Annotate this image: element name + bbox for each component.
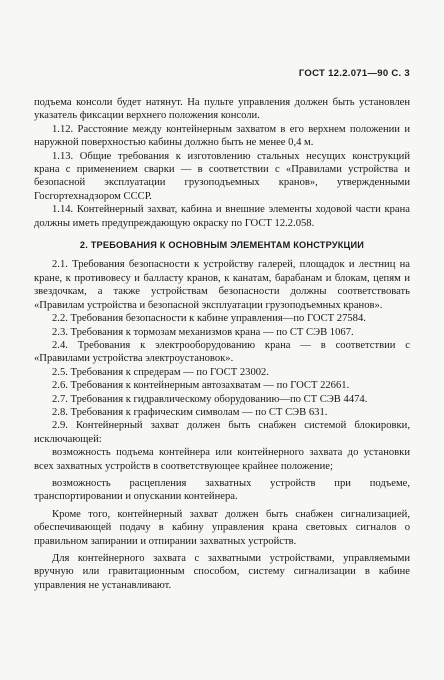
document-body <box>34 96 410 592</box>
section-title: 2. ТРЕБОВАНИЯ К ОСНОВНЫМ ЭЛЕМЕНТАМ КОНСТРУКЦИИ <box>79 240 365 251</box>
paragraph-2-8: 2.8. Требования к графическим символам — по СТ СЭВ 631. <box>52 406 328 418</box>
paragraph-signaling: Кроме того, контейнерный захват должен быть снабжен сигнализацией, обеспечивающей подачу в кабину управления крана световых сигналов о правильном запирании и отпирании захватных устройств. <box>34 508 410 547</box>
paragraph-2-4: 2.4. Требования к электрооборудованию крана — в соответствии с «Правилами устройства электроустановок». <box>34 339 410 365</box>
paragraph-2-2: 2.2. Требования безопасности к кабине управления—по ГОСТ 27584. <box>52 313 366 325</box>
list-item-uncoupling-lock: возможность расцепления захватных устройств при подъеме, транспортировании и опускании контейнера. <box>34 477 410 503</box>
paragraph-2-9: 2.9. Контейнерный захват должен быть снабжен системой блокировки, исключающей: <box>34 420 410 445</box>
paragraph-1-13: 1.13. Общие требования к изготовлению стальных несущих конструкций крана с применением сварки — в соответствии с «Правилами устройства и безопасной эксплуатации грузоподъемных кранов», утвержденными Госгортехнадзором СССР. <box>34 150 410 202</box>
paragraph-1-12: 1.12. Расстояние между контейнерным захватом в его верхнем положении и наружной поверхностью кабины должно быть не менее 0,4 м. <box>34 123 410 149</box>
paragraph-2-7: 2.7. Требования к гидравлическому оборудованию—по СТ СЭВ 4474. <box>52 393 368 405</box>
paragraph-2-5: 2.5. Требования к спредерам — по ГОСТ 23002. <box>52 366 270 378</box>
paragraph-2-1: 2.1. Требования безопасности к устройству галерей, площадок и лестниц на кране, к противовесу и балласту кранов, к канатам, барабанам и блокам, цепям и звездочкам, а также устройствам безопасности должны соответствовать «Правилам устройства и безопасной эксплуатации грузоподъемных кранов». <box>34 259 410 311</box>
list-item-lifting-lock: возможность подъема контейнера или контейнерного захвата до установки всех захватных устройств в соответствующее крайнее положение; <box>34 447 410 472</box>
paragraph-2-6: 2.6. Требования к контейнерным автозахватам — по ГОСТ 22661. <box>52 380 350 392</box>
paragraph-1-14: 1.14. Контейнерный захват, кабина и внешние элементы ходовой части крана должны иметь предупреждающую окраску по ГОСТ 12.2.058. <box>34 204 410 229</box>
paragraph-continuation: подъема консоли будет натянут. На пульте управления должен быть установлен указатель фиксации верхнего положения консоли. <box>34 97 410 122</box>
paragraph-manual-grips: Для контейнерного захвата с захватными устройствами, управляемыми вручную или гравитационным способом, систему сигнализации в кабине управления не устанавливают. <box>34 553 410 591</box>
paragraph-2-3: 2.3. Требования к тормозам механизмов крана — по СТ СЭВ 1067. <box>52 326 354 338</box>
page-header: ГОСТ 12.2.071—90 С. 3 <box>298 68 410 79</box>
